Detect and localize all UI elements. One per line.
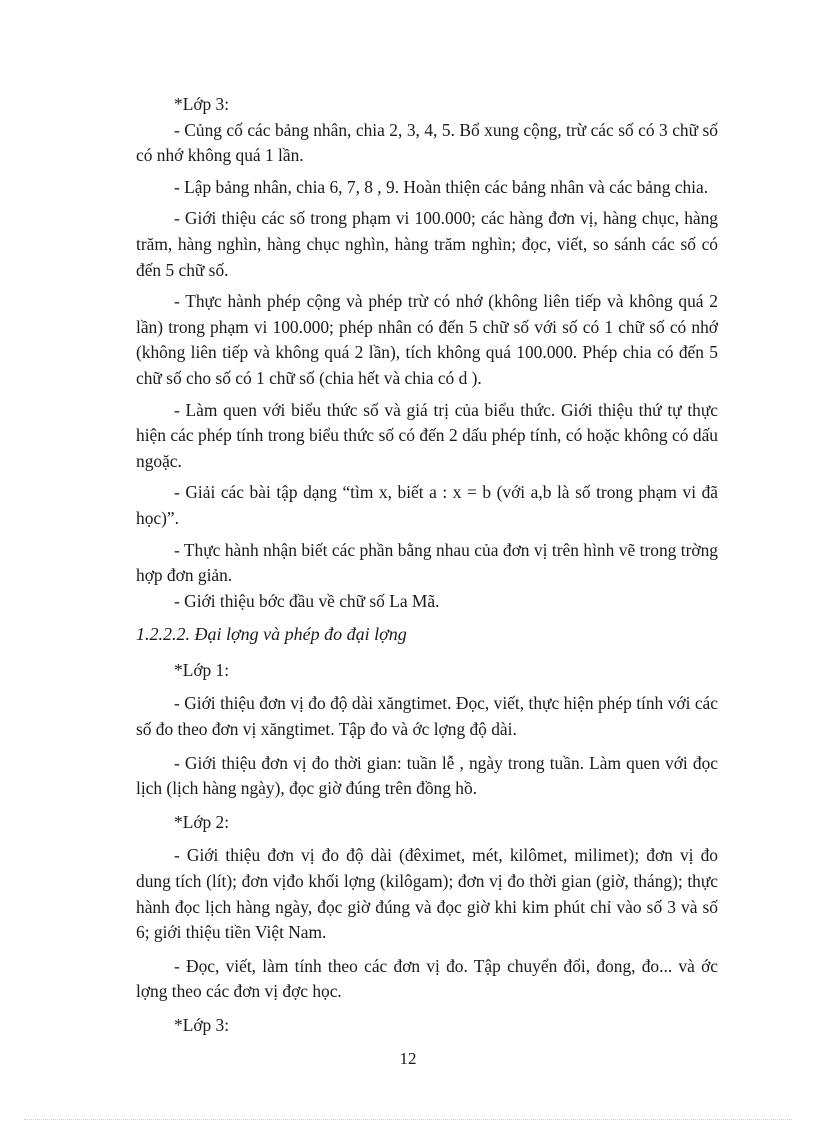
grade3-paragraph-8: - Giới thiệu bớc đầu về chữ số La Mã.	[174, 590, 440, 611]
document-page	[136, 92, 718, 1039]
grade1-paragraph-2: - Giới thiệu đơn vị đo thời gian: tuần lễ , ngày trong tuần. Làm quen với đọc lịch (lịch hàng ngày), đọc giờ đúng trên đồng hồ.	[136, 752, 718, 799]
grade3-paragraph-7: - Thực hành nhận biết các phần bằng nhau của đơn vị trên hình vẽ trong trờng hợp đơn giản.	[136, 539, 718, 586]
grade3-paragraph-3: - Giới thiệu các số trong phạm vi 100.000; các hàng đơn vị, hàng chục, hàng trăm, hàng nghìn, hàng chục nghìn, hàng trăm nghìn; đọc, viết, so sánh các số có đến 5 chữ số.	[136, 208, 718, 280]
grade1-label: *Lớp 1:	[174, 659, 230, 680]
grade3-continued-label: *Lớp 3:	[174, 1015, 230, 1035]
footer-divider	[24, 1119, 792, 1120]
grade2-paragraph-2: - Đọc, viết, làm tính theo các đơn vị đo. Tập chuyển đổi, đong, đo... và ớc lợng theo các đơn vị đợc học.	[136, 955, 718, 1002]
section-heading: 1.2.2.2. Đại lợng và phép đo đại lợng	[136, 624, 407, 645]
grade2-paragraph-1: - Giới thiệu đơn vị đo độ dài (đêximet, mét, kilômet, milimet); đơn vị đo dung tích (lít); đơn vịđo khối lợng (kilôgam); đơn vị đo thời gian (giờ, tháng); thực hành đọc lịch hàng ngày, đọc giờ đúng và đọc giờ khi kim phút chỉ vào số 3 và số 6; giới thiệu tiền Việt Nam.	[136, 845, 718, 943]
grade3-paragraph-6: - Giải các bài tập dạng “tìm x, biết a : x = b (với a,b là số trong phạm vi đã học)”.	[136, 482, 718, 528]
grade3-paragraph-1: - Củng cố các bảng nhân, chia 2, 3, 4, 5. Bổ xung cộng, trừ các số có 3 chữ số có nhớ không quá 1 lần.	[136, 119, 718, 166]
grade3-paragraph-4: - Thực hành phép cộng và phép trừ có nhớ (không liên tiếp và không quá 2 lần) trong phạm vi 100.000; phép nhân có đến 5 chữ số với số có 1 chữ số có nhớ (không liên tiếp và không quá 2 lần), tích không quá 100.000. Phép chia có đến 5 chữ số cho số có 1 chữ số (chia hết và chia có d ).	[136, 291, 718, 388]
page-number: 12	[399, 1049, 417, 1068]
grade1-paragraph-1: - Giới thiệu đơn vị đo độ dài xăngtimet. Đọc, viết, thực hiện phép tính với các số đo theo đơn vị xăngtimet. Tập đo và ớc lợng độ dài.	[136, 693, 718, 740]
grade3-paragraph-5: - Làm quen với biểu thức số và giá trị của biểu thức. Giới thiệu thứ tự thực hiện các phép tính trong biểu thức số có đến 2 dấu phép tính, có hoặc không có dấu ngoặc.	[136, 399, 718, 471]
grade3-label: *Lớp 3:	[174, 94, 230, 114]
grade2-label: *Lớp 2:	[174, 811, 230, 832]
grade3-paragraph-2: - Lập bảng nhân, chia 6, 7, 8 , 9. Hoàn thiện các bảng nhân và các bảng chia.	[174, 176, 709, 197]
